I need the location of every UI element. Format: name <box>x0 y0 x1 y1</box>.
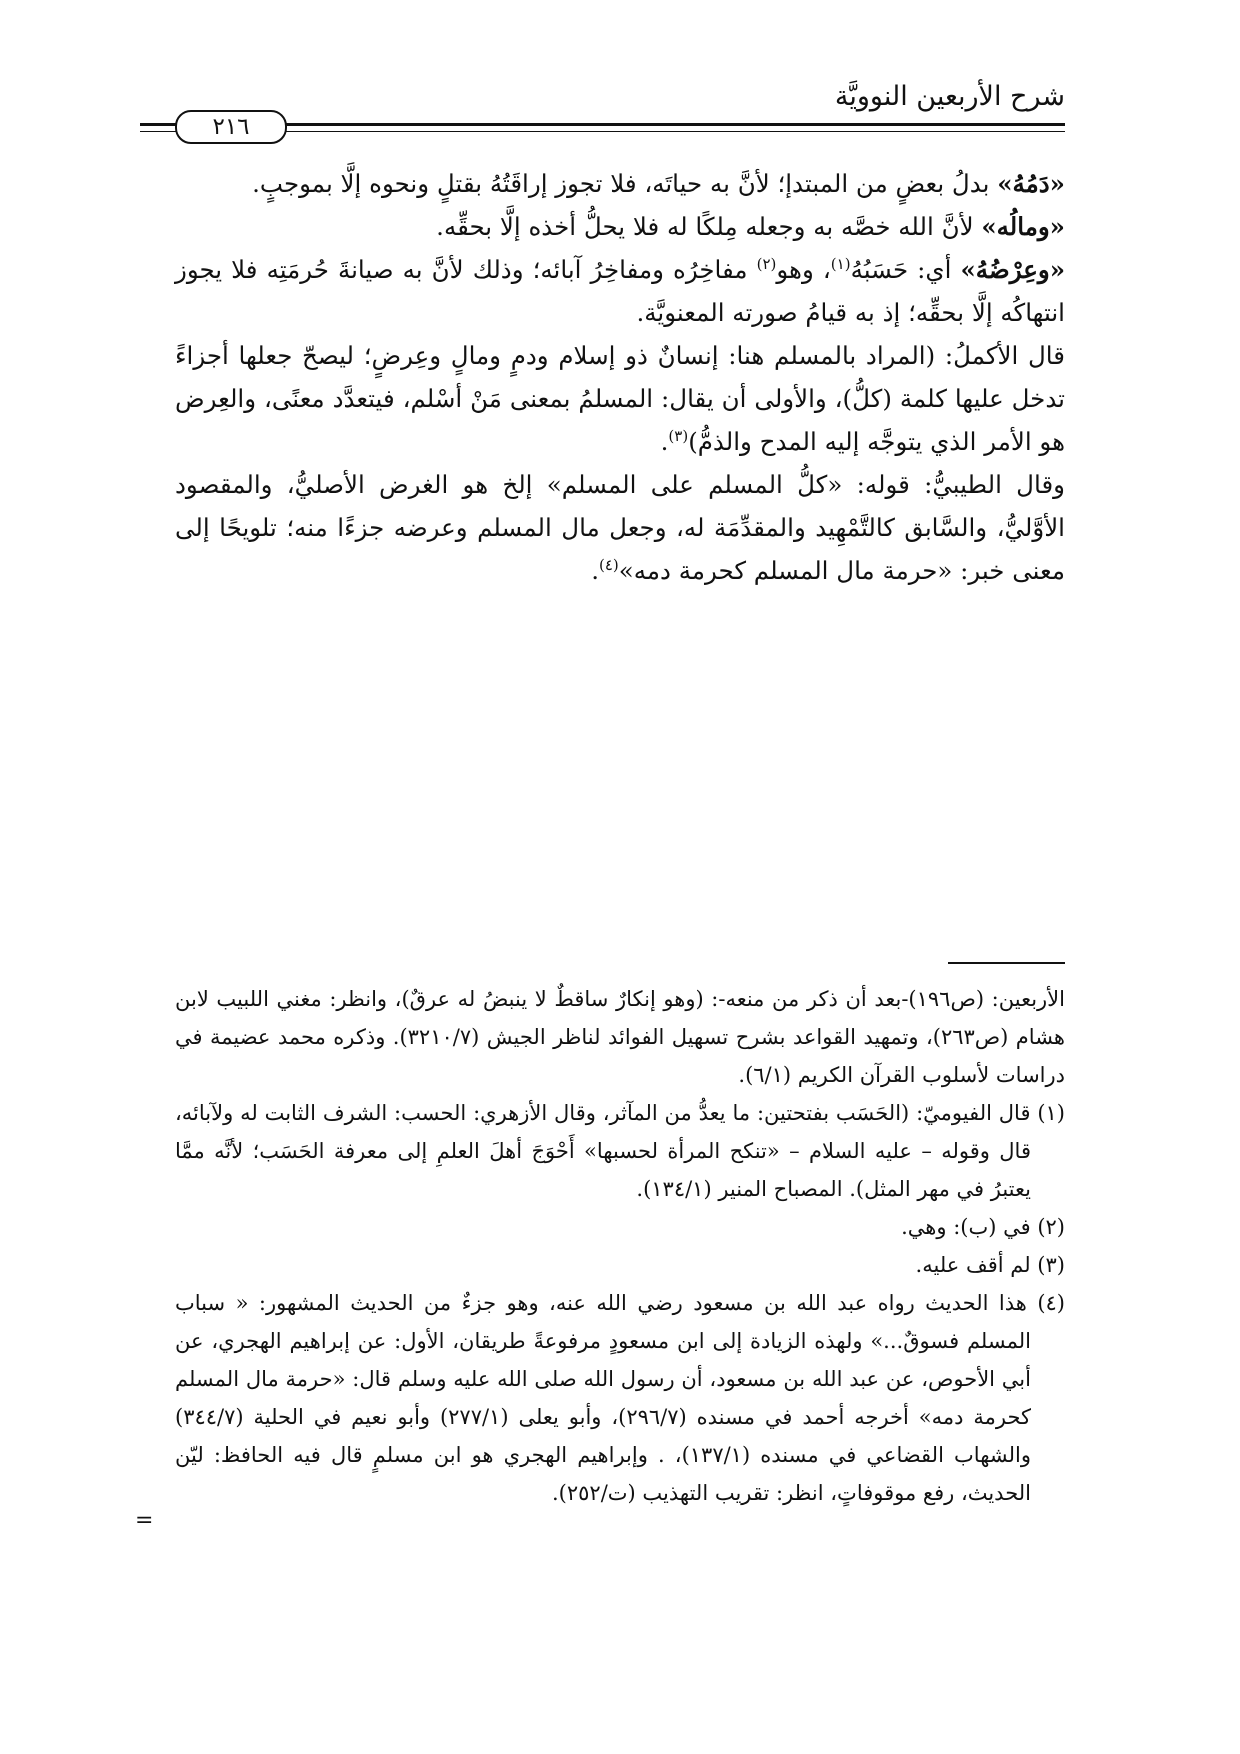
footnotes <box>175 980 1065 1512</box>
paragraph-dammuhu <box>175 162 1065 205</box>
paragraph-text: بدلُ بعضٍ من المبتدإ؛ لأنَّ به حياتَه، فلا تجوز إراقَتُهُ بقتلٍ ونحوه إلَّا بموجبٍ. <box>252 169 998 198</box>
footnote-1: (١) قال الفيوميّ: (الحَسَب بفتحتين: ما يعدُّ من المآثر، وقال الأزهري: الحسب: الشرف الثابت له ولآبائه، قال وقوله – عليه السلام – «تنكح المرأة لحسبها» أَحْوَجَ أهلَ العلمِ إلى معرفة الحَسَب؛ لأنَّه ممَّا يعتبرُ في مهر المثل). المصباح المنير (١٣٤/١). <box>175 1101 1065 1201</box>
paragraph-text: وقال الطيبيُّ: قوله: «كلُّ المسلم على المسلم» إلخ هو الغرض الأصليُّ، والمقصود الأوَّليُّ، والسَّابق كالتَّمْهِيد والمقدِّمَة له، وجعل مال المسلم وعرضه جزءًا منه؛ تلويحًا إلى معنى خبر: «حرمة مال المسلم كحرمة دمه» <box>175 470 1065 585</box>
paragraph-text: لأنَّ الله خصَّه به وجعله مِلكًا له فلا يحلُّ أخذه إلَّا بحقِّه. <box>436 212 982 241</box>
footnote-ref-2[interactable]: (٢) <box>756 254 777 273</box>
footnote-2: (٢) في (ب): وهي. <box>901 1215 1065 1239</box>
footnote-4: (٤) هذا الحديث رواه عبد الله بن مسعود رضي الله عنه، وهو جزءٌ من الحديث المشهور: « سباب المسلم فسوقٌ...» ولهذه الزيادة إلى ابن مسعودٍ مرفوعةً طريقان، الأول: عن إبراهيم الهجري، عن أبي الأحوص، عن عبد الله بن مسعود، أن رسول الله صلى الله عليه وسلم قال: «حرمة مال المسلم كحرمة دمه» أخرجه أحمد في مسنده (٢٩٦/٧)، وأبو يعلى (٢٧٧/١) وأبو نعيم في الحلية (٣٤٤/٧) والشهاب القضاعي في مسنده (١٣٧/١)، . وإبراهيم الهجري هو ابن مسلمٍ قال فيه الحافظ: ليّن الحديث، رفع موقوفاتٍ، انظر: تقريب التهذيب (ت/٢٥٢). <box>175 1291 1065 1505</box>
paragraph-text: ، وهو <box>776 255 831 284</box>
main-text <box>175 162 1065 592</box>
footnote-ref-3[interactable]: (٣) <box>668 426 689 445</box>
paragraph-text: . <box>591 556 599 585</box>
paragraph-maluhu <box>175 205 1065 248</box>
page-number: ٢١٦ <box>175 110 287 144</box>
footnote-ref-4[interactable]: (٤) <box>599 555 619 574</box>
footnote-separator <box>948 962 1065 964</box>
term-dammuhu: «دَمُهُ» <box>997 169 1065 198</box>
footnote-3: (٣) لم أقف عليه. <box>915 1253 1065 1277</box>
paragraph-text: . <box>660 427 669 456</box>
term-maluhu: «ومالُه» <box>981 212 1065 241</box>
continuation-mark: = <box>135 1508 154 1533</box>
paragraph-text: أي: حَسَبُهُ <box>850 255 961 284</box>
term-irduhu: «وعِرْضُهُ» <box>960 255 1066 284</box>
paragraph-akmal <box>175 334 1065 463</box>
paragraph-text: مفاخِرُه ومفاخِرُ آبائه؛ وذلك لأنَّ به صيانةَ حُرمَتِه فلا يجوز انتهاكُه إلَّا بحقِّه؛ إذ به قيامُ صورته المعنويَّة. <box>175 255 1065 327</box>
footnote-ref-1[interactable]: (١) <box>830 254 851 273</box>
footnote-carry-over: الأربعين: (ص١٩٦)-بعد أن ذكر من منعه-: (وهو إنكارٌ ساقطٌ لا ينبضُ له عرقٌ)، وانظر: مغني اللبيب لابن هشام (ص٢٦٣)، وتمهيد القواعد بشرح تسهيل الفوائد لناظر الجيش (٣٢١٠/٧). وذكره محمد عضيمة في دراسات لأسلوب القرآن الكريم (٦/١). <box>175 987 1065 1087</box>
paragraph-irduhu <box>175 248 1065 334</box>
book-title: شرح الأربعين النوويَّة <box>834 81 1065 112</box>
paragraph-text: قال الأكملُ: (المراد بالمسلم هنا: إنسانٌ ذو إسلام ودمٍ ومالٍ وعِرضٍ؛ ليصحّ جعلها أجزاءً تدخل عليها كلمة (كلُّ)، والأولى أن يقال: المسلمُ بمعنى مَنْ أسْلم، فيتعدَّد معنًى، والعِرض هو الأمر الذي يتوجَّه إليه المدح والذمُّ) <box>175 341 1065 456</box>
paragraph-tibi <box>175 463 1065 592</box>
